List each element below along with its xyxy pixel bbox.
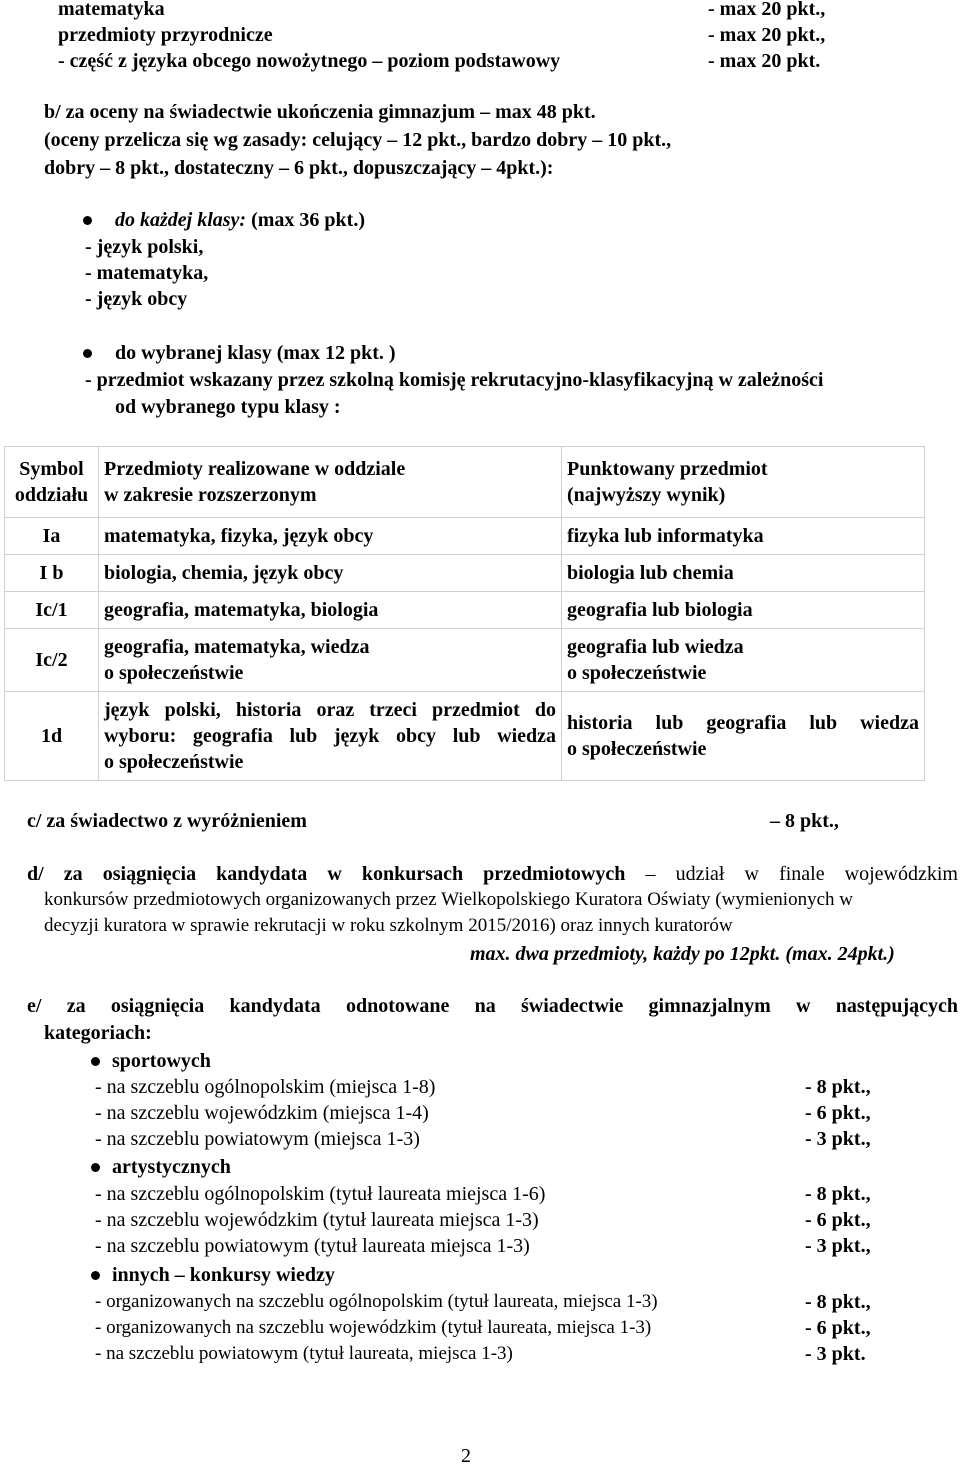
section-d-rest: – udział w finale wojewódzkim — [625, 863, 958, 885]
list-item: - na szczeblu ogólnopolskim (tytuł laureata miejsca 1-6) — [95, 1183, 546, 1205]
top-line3-subject: - część z języka obcego nowożytnego – poziom podstawowy — [58, 50, 561, 72]
list-item: - na szczeblu powiatowym (miejsca 1-3) — [95, 1128, 420, 1150]
cell-subjects: geografia, matematyka, biologia — [99, 592, 562, 629]
section-c-points: – 8 pkt., — [770, 810, 839, 832]
points: - 8 pkt., — [805, 1076, 871, 1098]
points: - 6 pkt., — [805, 1317, 871, 1339]
bullet-icon — [83, 216, 92, 225]
table-row — [5, 518, 925, 555]
top-line1-points: - max 20 pkt., — [708, 0, 826, 20]
list-item: - na szczeblu powiatowym (tytuł laureata, miejsca 1-3) — [95, 1343, 513, 1364]
section-d-line1 — [27, 861, 958, 887]
section-b-item-line1: - przedmiot wskazany przez szkolną komisję rekrutacyjno-klasyfikacyjną w zależności — [85, 369, 824, 391]
list-item: - matematyka, — [85, 262, 209, 284]
section-b-line2: (oceny przelicza się wg zasady: celujący – 12 pkt., bardzo dobry – 10 pkt., — [44, 129, 672, 151]
section-e-line2: kategoriach: — [44, 1022, 152, 1044]
section-b-heading: b/ za oceny na świadectwie ukończenia gimnazjum – max 48 pkt. — [44, 101, 596, 123]
list-item: - organizowanych na szczeblu wojewódzkim (tytuł laureata, miejsca 1-3) — [95, 1317, 652, 1338]
cell-symbol: 1d — [5, 692, 99, 781]
section-d-lead: d/ za osiągnięcia kandydata w konkursach przedmiotowych — [27, 863, 626, 885]
cell-scored: biologia lub chemia — [562, 555, 925, 592]
category-sport: sportowych — [112, 1050, 211, 1072]
list-item: - język polski, — [85, 236, 204, 258]
cell-subjects: geografia, matematyka, wiedza o społeczeństwie — [99, 629, 562, 692]
header-symbol: Symbol oddziału — [5, 447, 99, 518]
header-subjects: Przedmioty realizowane w oddziale w zakresie rozszerzonym — [99, 447, 562, 518]
cell-symbol: Ia — [5, 518, 99, 555]
table-row — [5, 629, 925, 692]
table-row — [5, 555, 925, 592]
top-line3-points: - max 20 pkt. — [708, 50, 821, 72]
class-table — [4, 446, 925, 781]
points: - 3 pkt., — [805, 1235, 871, 1257]
section-d-max-line: max. dwa przedmioty, każdy po 12pkt. (max. 24pkt.) — [470, 943, 895, 965]
bullet1-italic: do każdej klasy: — [115, 209, 247, 231]
bullet-icon — [83, 349, 92, 358]
cell-scored: geografia lub wiedza o społeczeństwie — [562, 629, 925, 692]
points: - 3 pkt., — [805, 1128, 871, 1150]
category-knowledge: innych – konkursy wiedzy — [112, 1264, 335, 1286]
points: - 6 pkt., — [805, 1102, 871, 1124]
section-c-label: c/ za świadectwo z wyróżnieniem — [27, 810, 307, 832]
section-b-item-line2: od wybranego typu klasy : — [115, 396, 341, 418]
section-d-line2: konkursów przedmiotowych organizowanych przez Wielkopolskiego Kuratora Oświaty (wymienionych w — [44, 889, 853, 910]
points: - 8 pkt., — [805, 1291, 871, 1313]
list-item: - język obcy — [85, 288, 188, 310]
list-item: - na szczeblu wojewódzkim (miejsca 1-4) — [95, 1102, 429, 1124]
points: - 3 pkt. — [805, 1343, 866, 1365]
category-art: artystycznych — [112, 1156, 231, 1178]
table-row — [5, 592, 925, 629]
top-line2-subject: przedmioty przyrodnicze — [58, 24, 273, 46]
cell-subjects: biologia, chemia, język obcy — [99, 555, 562, 592]
bullet1-text — [115, 207, 365, 233]
points: - 8 pkt., — [805, 1183, 871, 1205]
cell-scored: fizyka lub informatyka — [562, 518, 925, 555]
cell-symbol: Ic/2 — [5, 629, 99, 692]
section-b-line3: dobry – 8 pkt., dostateczny – 6 pkt., dopuszczający – 4pkt.): — [44, 157, 554, 179]
cell-subjects: matematyka, fizyka, język obcy — [99, 518, 562, 555]
bullet-icon — [91, 1271, 100, 1280]
cell-symbol: I b — [5, 555, 99, 592]
points: - 6 pkt., — [805, 1209, 871, 1231]
cell-scored: historia lub geografia lub wiedza o społeczeństwie — [562, 692, 925, 781]
page-number: 2 — [461, 1445, 471, 1467]
bullet2-text: do wybranej klasy (max 12 pkt. ) — [115, 342, 396, 364]
cell-symbol: Ic/1 — [5, 592, 99, 629]
top-line1-subject: matematyka — [58, 0, 165, 20]
section-e-line1: e/ za osiągnięcia kandydata odnotowane na świadectwie gimnazjalnym w następujących — [27, 995, 958, 1017]
table-row — [5, 692, 925, 781]
section-d-line3: decyzji kuratora w sprawie rekrutacji w roku szkolnym 2015/2016) oraz innych kuratorów — [44, 915, 733, 936]
bullet-icon — [91, 1057, 100, 1066]
list-item: - na szczeblu powiatowym (tytuł laureata miejsca 1-3) — [95, 1235, 530, 1257]
list-item: - organizowanych na szczeblu ogólnopolskim (tytuł laureata, miejsca 1-3) — [95, 1291, 658, 1312]
table-header-row — [5, 447, 925, 518]
list-item: - na szczeblu ogólnopolskim (miejsca 1-8) — [95, 1076, 436, 1098]
top-line2-points: - max 20 pkt., — [708, 24, 826, 46]
header-scored: Punktowany przedmiot (najwyższy wynik) — [562, 447, 925, 518]
cell-scored: geografia lub biologia — [562, 592, 925, 629]
list-item: - na szczeblu wojewódzkim (tytuł laureata miejsca 1-3) — [95, 1209, 539, 1231]
bullet-icon — [91, 1163, 100, 1172]
cell-subjects: język polski, historia oraz trzeci przedmiot do wyboru: geografia lub język obcy lub wiedza o społeczeństwie — [99, 692, 562, 781]
bullet1-rest: (max 36 pkt.) — [246, 209, 365, 231]
